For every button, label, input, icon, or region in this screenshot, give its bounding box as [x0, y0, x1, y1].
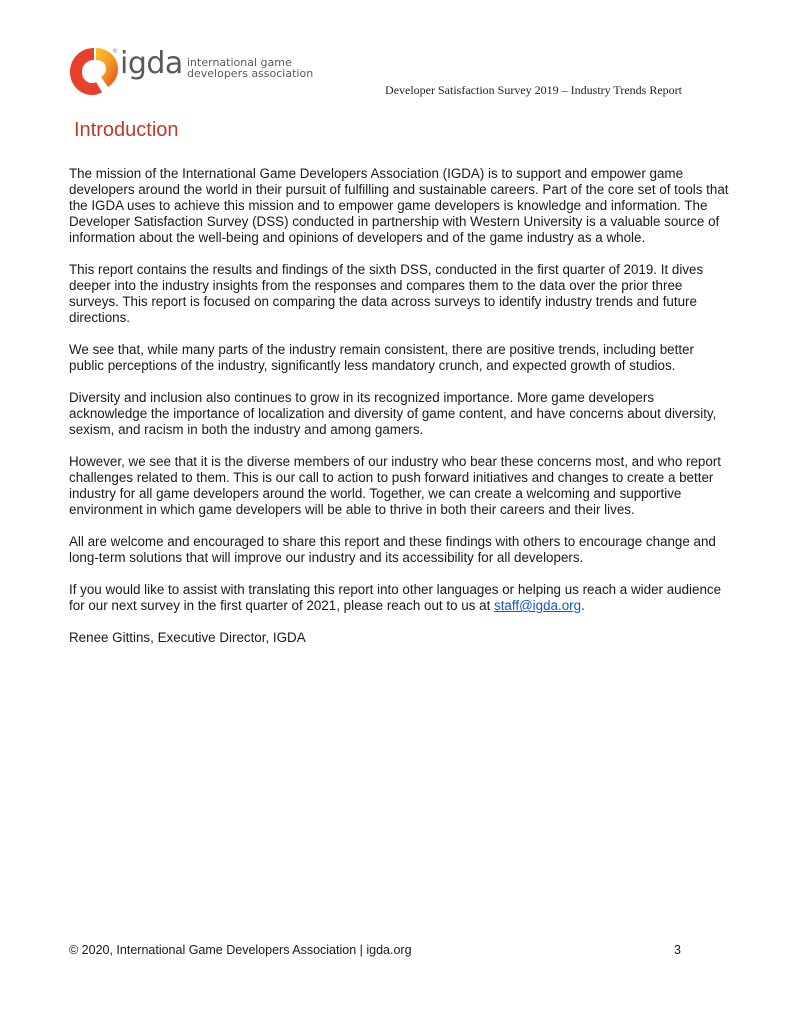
logo-tagline-line2: developers association [187, 67, 314, 80]
paragraph-positive-trends: We see that, while many parts of the industry remain consistent, there are positive trends, including better public perceptions of the industry, significantly less mandatory crunch, and expected growth of studios. [69, 342, 694, 373]
svg-text:®: ® [112, 48, 118, 55]
paragraph-report-contents: This report contains the results and findings of the sixth DSS, conducted in the first quarter of 2019. It dives deeper into the industry insights from the responses and compares them to the data over the prior three surveys. This report is focused on comparing the data across surveys to identify industry trends and future directions. [69, 262, 704, 325]
report-title: Developer Satisfaction Survey 2019 – Industry Trends Report [385, 83, 682, 97]
section-heading: Introduction [74, 119, 179, 141]
body-text [69, 166, 729, 662]
logo-tagline [187, 57, 313, 79]
logo-wordmark: igda [120, 46, 183, 81]
paragraph-call-to-action: However, we see that it is the diverse members of our industry who bear these concerns most, and who report challenges related to them. This is our call to action to push forward initiatives and changes to create a better industry for all game developers around the world. Together, we can create a welcoming and supportive environment in which game developers will be able to thrive in both their careers and their lives. [69, 454, 721, 517]
igda-logo-mark-icon [68, 44, 120, 98]
footer-page-number: 3 [674, 943, 681, 957]
paragraph-mission: The mission of the International Game Developers Association (IGDA) is to support and empower game developers around the world in their pursuit of fulfilling and sustainable careers. Part of the core set of tools that the IGDA uses to achieve this mission and to empower game developers is knowledge and information. The Developer Satisfaction Survey (DSS) conducted in partnership with Western University is a valuable source of information about the well-being and opinions of developers and of the game industry as a whole. [69, 166, 729, 245]
igda-logo [68, 44, 314, 98]
contact-text-end: . [581, 598, 585, 613]
paragraph-share: All are welcome and encouraged to share this report and these findings with others to encourage change and long-term solutions that will improve our industry and its accessibility for all developers. [69, 534, 716, 565]
paragraph-diversity: Diversity and inclusion also continues to grow in its recognized importance. More game developers acknowledge the importance of localization and diversity of game content, and have concerns about diversity, sexism, and racism in both the industry and among gamers. [69, 390, 717, 437]
contact-text: If you would like to assist with translating this report into other languages or helping us reach a wider audience for our next survey in the first quarter of 2021, please reach out to us at [69, 582, 722, 613]
logo-tagline-line1: international game [187, 56, 292, 69]
footer-copyright: © 2020, International Game Developers Association | igda.org [69, 943, 412, 957]
contact-email-link[interactable]: staff@igda.org [494, 598, 582, 613]
paragraph-contact [69, 582, 729, 614]
signature: Renee Gittins, Executive Director, IGDA [69, 630, 306, 645]
